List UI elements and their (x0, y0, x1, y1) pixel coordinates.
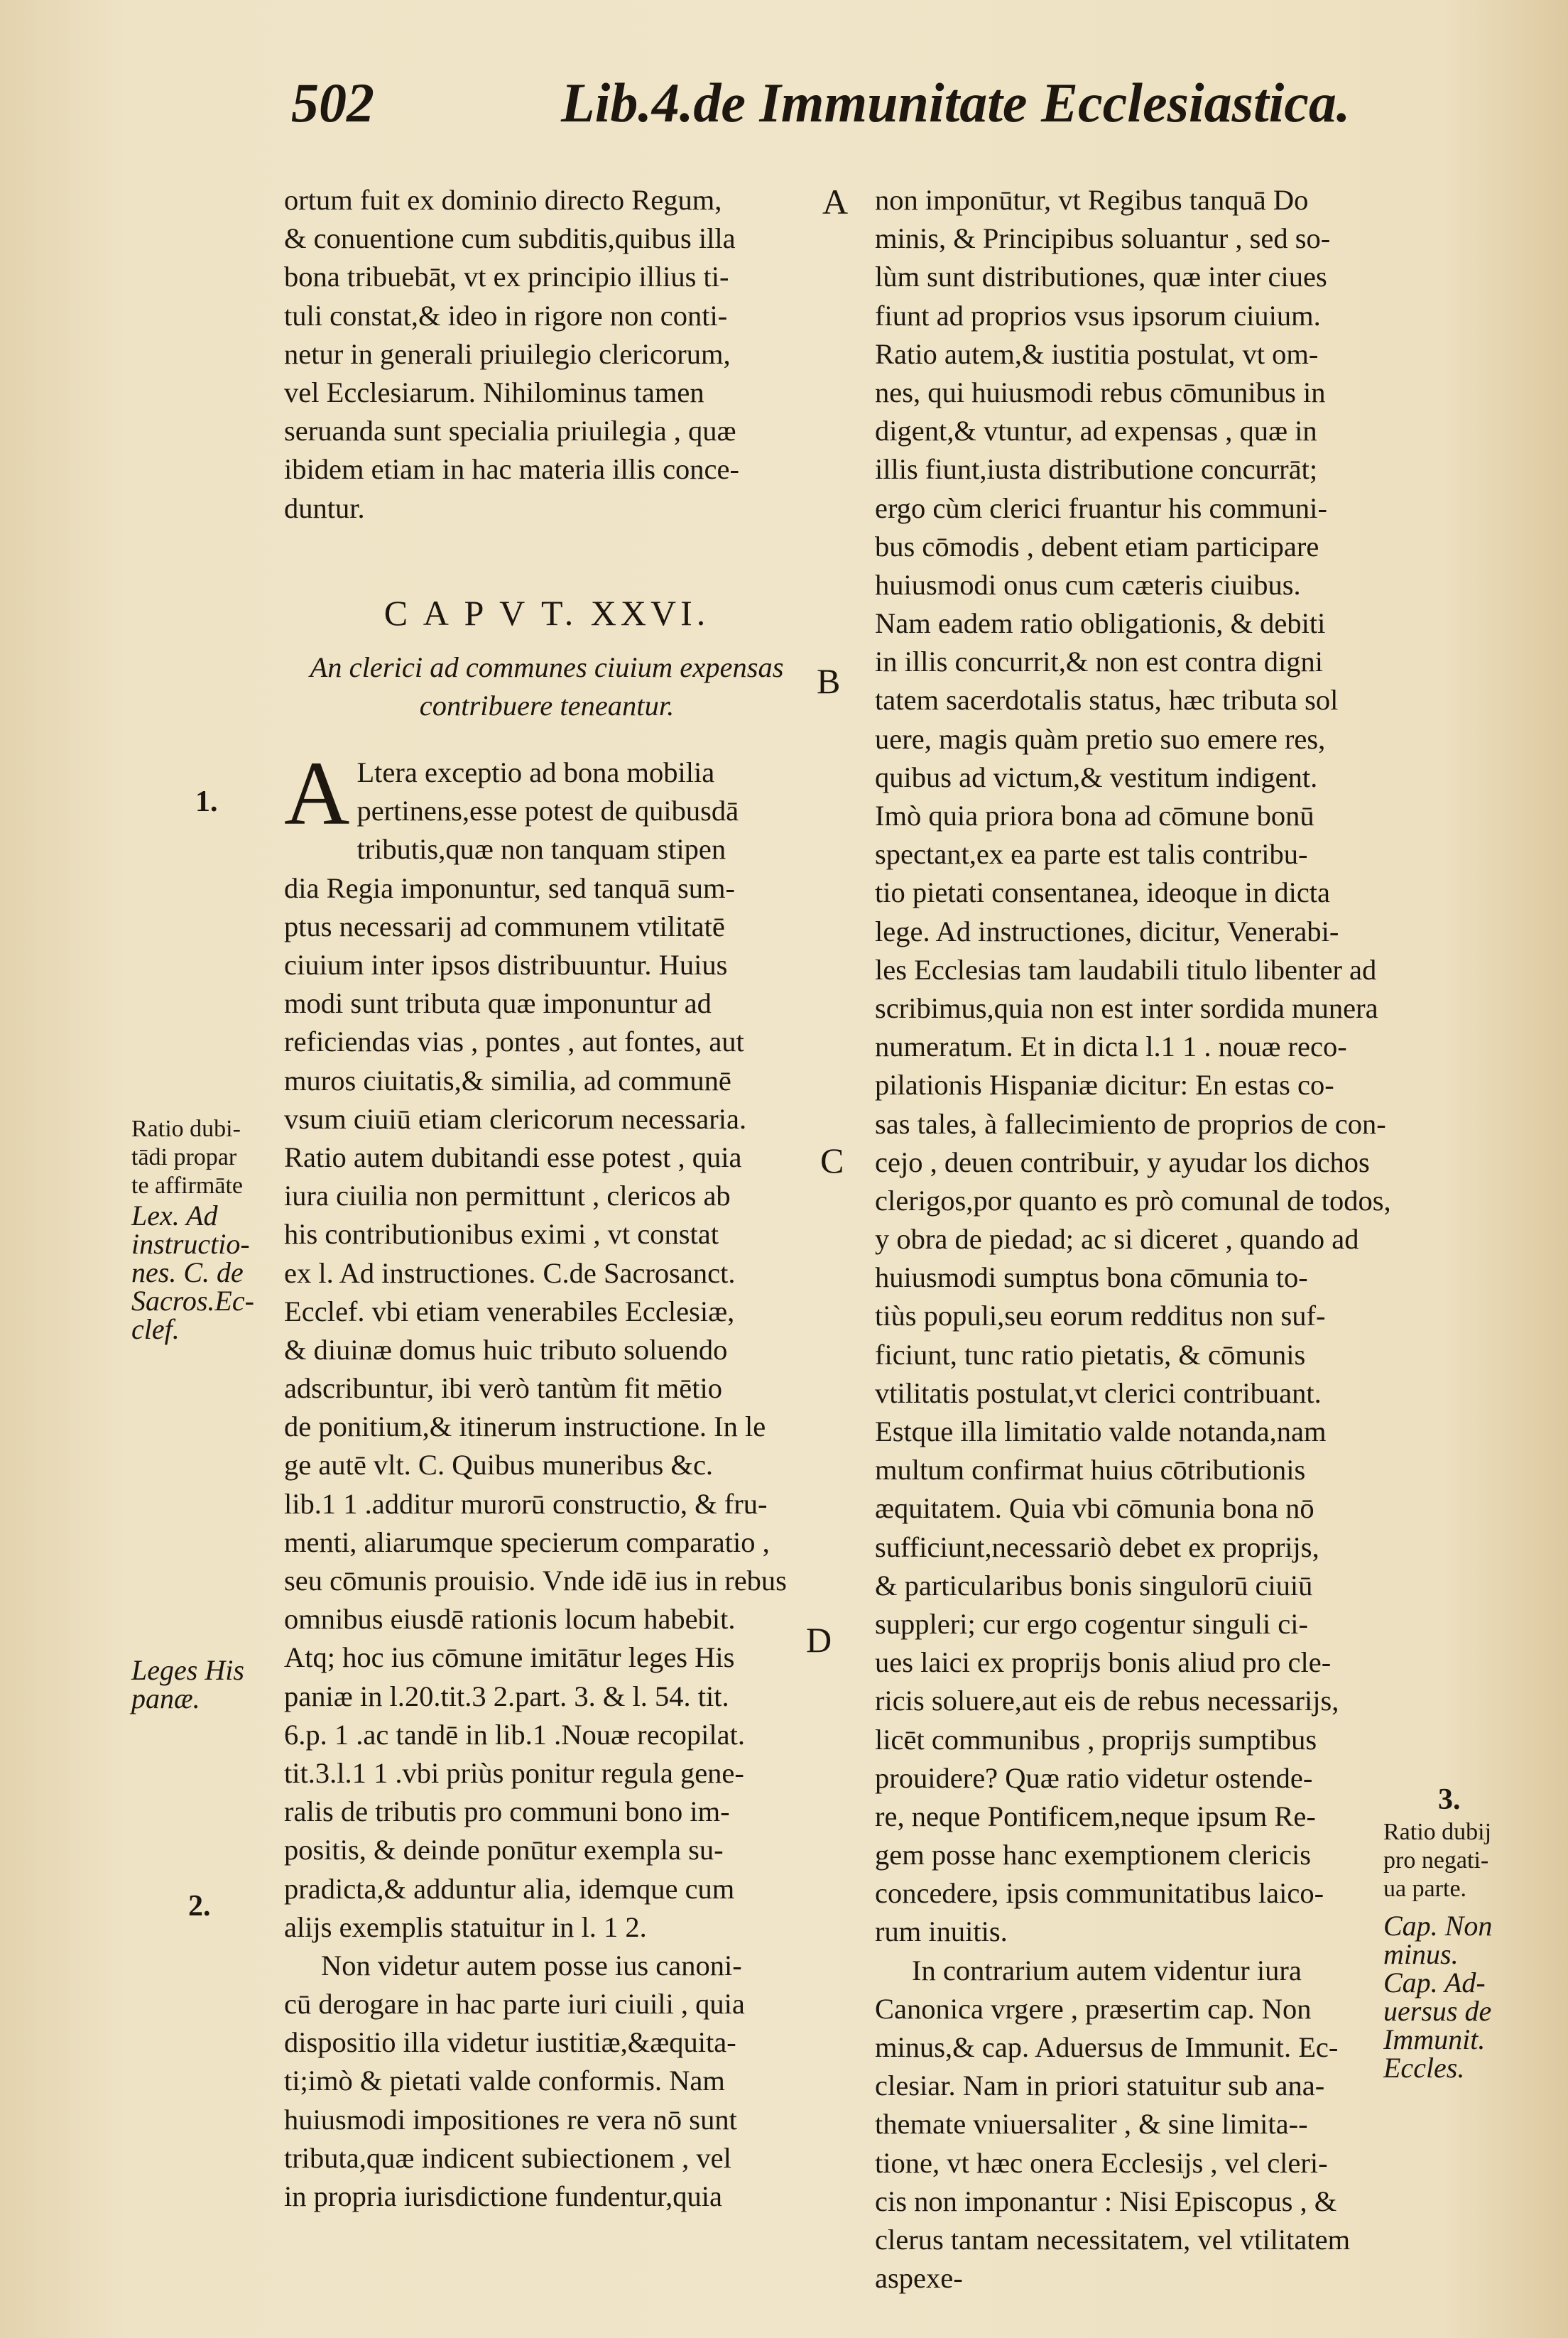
right-body-line: tiùs populi,seu eorum redditus non suf- (875, 1300, 1326, 1332)
right-body-line: non imponūtur, vt Regibus tanquā Do (875, 184, 1309, 216)
left-body-line: vsum ciuiū etiam clericorum necessaria. (284, 1102, 747, 1135)
right-body-line: themate vniuersaliter , & sine limita-- (875, 2108, 1308, 2141)
drop-lines-line: pertinens,esse potest de quibusdā (356, 795, 739, 827)
right-body-line: Ratio autem,& iustitia postulat, vt om- (875, 337, 1319, 370)
running-title: Lib.4.de Immunitate Ecclesiastica. (561, 72, 1351, 134)
left-body-line: huiusmodi impositiones re vera nō sunt (284, 2103, 737, 2136)
left-body-line: ge autē vlt. C. Quibus muneribus &c. (284, 1449, 714, 1481)
margin-note-lex (131, 1200, 254, 1345)
left-body-line: iura ciuilia non permittunt , clericos ab (284, 1180, 731, 1212)
left-top-line: ibidem etiam in hac materia illis conce- (284, 453, 739, 486)
right-body-line: fiunt ad proprios vsus ipsorum ciuium. (875, 299, 1321, 332)
mn-cap-line: minus. (1383, 1938, 1459, 1970)
margin-number-1: 1. (195, 785, 218, 818)
right-body-line: minus,& cap. Aduersus de Immunit. Ec- (875, 2031, 1339, 2063)
right-body-line: tione, vt hæc onera Ecclesijs , vel cleri- (875, 2146, 1328, 2179)
left-top-line: seruanda sunt specialia priuilegia , quæ (284, 415, 736, 447)
drop-lines-line: tributis,quæ non tanquam stipen (356, 833, 726, 866)
right-body-line: Canonica vrgere , præsertim cap. Non (875, 1992, 1312, 2025)
left-top-line: & conuentione cum subditis,quibus illa (284, 222, 736, 255)
right-body-line: scribimus,quia non est inter sordida munera (875, 991, 1378, 1024)
left-top-line: ortum fuit ex dominio directo Regum, (284, 184, 722, 216)
left-body-line: his contributionibus eximi , vt constat (284, 1218, 719, 1251)
left-body-line: Non videtur autem posse ius canoni- (321, 1949, 742, 1981)
right-body-line: ficiunt, tunc ratio pietatis, & cōmunis (875, 1338, 1306, 1371)
mn-ratio-right-line: Ratio dubij (1383, 1819, 1492, 1845)
mn-lex-line: Lex. Ad (131, 1200, 218, 1231)
left-body-line: ex l. Ad instructiones. C.de Sacrosanct. (284, 1256, 736, 1289)
chapter-question-line-2: contribuere teneantur. (419, 689, 675, 722)
right-body-line: aspexe- (875, 2262, 963, 2295)
right-body-line: spectant,ex ea parte est talis contribu- (875, 838, 1308, 871)
right-body-line: bus cōmodis , debent etiam participare (875, 530, 1319, 562)
left-body-line: 6.p. 1 .ac tandē in lib.1 .Nouæ recopilat. (284, 1718, 745, 1751)
right-body-line: illis fiunt,iusta distributione concurrāt; (875, 453, 1318, 486)
right-body-line: cis non imponantur : Nisi Episcopus , & (875, 2185, 1337, 2217)
margin-number-3: 3. (1438, 1783, 1461, 1816)
left-body-line: in propria iurisdictione fundentur,quia (284, 2180, 722, 2212)
right-body-line: Imò quia priora bona ad cōmune bonū (875, 800, 1314, 832)
right-body-line: quibus ad victum,& vestitum indigent. (875, 761, 1318, 793)
mn-cap-line: Immunit. (1383, 2023, 1486, 2055)
margin-note-ratio-left (131, 1115, 243, 1200)
right-body-line: nes, qui huiusmodi rebus cōmunibus in (875, 376, 1326, 408)
right-body-line: numeratum. Et in dicta l.1 1 . nouæ reco- (875, 1031, 1347, 1063)
left-body-line: adscribuntur, ibi verò tantùm fit mētio (284, 1372, 722, 1405)
left-top-line: tuli constat,& ideo in rigore non conti- (284, 299, 728, 332)
section-letter-c: C (820, 1141, 844, 1180)
left-body-line: dispositio illa videtur iustitiæ,&æquita- (284, 2026, 736, 2059)
chapter-question-line-1: An clerici ad communes ciuium expensas (310, 651, 784, 683)
left-body-line: omnibus eiusdē rationis locum habebit. (284, 1603, 736, 1636)
page-header (291, 71, 1351, 149)
margin-number-2: 2. (188, 1890, 211, 1923)
drop-initial-lines (284, 754, 810, 869)
section-letter-b: B (817, 661, 841, 701)
mn-cap-line: Cap. Ad- (1383, 1967, 1486, 1999)
right-body-line: licēt communibus , proprijs sumptibus (875, 1723, 1317, 1756)
mn-cap-line: Eccles. (1383, 2052, 1465, 2084)
left-body-line: de ponitium,& itinerum instructione. In le (284, 1410, 766, 1443)
right-body-line: ergo cùm clerici fruantur his communi- (875, 491, 1327, 524)
mn-cap-line: uersus de (1383, 1995, 1492, 2027)
mn-ratio-left-line: te affirmāte (131, 1173, 244, 1199)
left-top-line: netur in generali priuilegio clericorum, (284, 337, 731, 370)
right-body-line: prouidere? Quæ ratio videtur ostende- (875, 1761, 1313, 1794)
drop-initial: A (284, 754, 350, 844)
right-body-line: multum confirmat huius cōtributionis (875, 1454, 1306, 1486)
mn-lex-line: instructio- (131, 1228, 250, 1260)
right-body-line: sas tales, à fallecimiento de proprios de con- (875, 1107, 1386, 1140)
left-body-line: cū derogare in hac parte iuri ciuili , quia (284, 1988, 745, 2021)
right-body-line: Nam eadem ratio obligationis, & debiti (875, 607, 1326, 640)
right-body-line: les Ecclesias tam laudabili titulo libenter ad (875, 953, 1377, 986)
mn-leges-line: panæ. (131, 1682, 200, 1714)
right-column (875, 181, 1400, 2298)
right-body-line: vtilitatis postulat,vt clerici contribuant. (875, 1376, 1322, 1409)
left-body-line: tit.3.l.1 1 .vbi priùs ponitur regula gene- (284, 1756, 744, 1789)
left-body-line: ptus necessarij ad communem vtilitatē (284, 910, 725, 942)
left-body-line: menti, aliarumque specierum comparatio , (284, 1526, 770, 1558)
left-body-line: pradicta,& adduntur alia, idemque cum (284, 1872, 735, 1905)
right-body-line: pilationis Hispaniæ dicitur: En estas co- (875, 1069, 1334, 1102)
left-body-line: muros ciuitatis,& similia, ad communē (284, 1064, 731, 1097)
right-body-line: ricis soluere,aut eis de rebus necessarijs, (875, 1685, 1339, 1717)
margin-note-ratio-right (1383, 1818, 1491, 1903)
left-body-line: dia Regia imponuntur, sed tanquā sum- (284, 871, 736, 904)
right-body-line: clerigos,por quanto es prò comunal de todos, (875, 1184, 1391, 1217)
right-body-line: æquitatem. Quia vbi cōmunia bona nō (875, 1492, 1314, 1525)
left-body-line: alijs exemplis statuitur in l. 1 2. (284, 1910, 647, 1943)
left-body-line: modi sunt tributa quæ imponuntur ad (284, 987, 712, 1020)
right-body-text (875, 181, 1400, 2298)
right-body-line: gem posse hanc exemptionem clericis (875, 1839, 1312, 1871)
left-body-line: Atq; hoc ius cōmune imitātur leges His (284, 1641, 735, 1674)
mn-lex-line: clef. (131, 1313, 180, 1345)
right-body-line: sufficiunt,necessariò debet ex proprijs, (875, 1530, 1319, 1563)
mn-lex-line: nes. C. de (131, 1256, 244, 1288)
right-body-line: digent,& vtuntur, ad expensas , quæ in (875, 415, 1317, 447)
right-body-line: tatem sacerdotalis status, hæc tributa sol (875, 684, 1339, 717)
right-body-line: re, neque Pontificem,neque ipsum Re- (875, 1800, 1316, 1832)
left-body-line: & diuinæ domus huic tributo soluendo (284, 1333, 728, 1366)
right-body-line: cejo , deuen contribuir, y ayudar los dichos (875, 1146, 1370, 1178)
mn-lex-line: Sacros.Ec- (131, 1285, 254, 1317)
left-body-line: Ecclef. vbi etiam venerabiles Ecclesiæ, (284, 1295, 735, 1327)
right-body-line: lùm sunt distributiones, quæ inter ciues (875, 261, 1327, 293)
margin-note-cap (1383, 1910, 1493, 2084)
mn-ratio-left-line: Ratio dubi- (131, 1116, 241, 1142)
right-body-line: uere, magis quàm pretio suo emere res, (875, 722, 1326, 755)
left-body-line: ciuium inter ipsos distribuuntur. Huius (284, 949, 728, 981)
right-body-line: tio pietati consentanea, ideoque in dicta (875, 876, 1331, 909)
right-body-line: clerus tantam necessitatem, vel vtilitatem (875, 2223, 1351, 2256)
right-body-line: minis, & Principibus soluantur , sed so- (875, 222, 1331, 255)
left-body-line: positis, & deinde ponūtur exempla su- (284, 1834, 724, 1866)
right-body-line: lege. Ad instructiones, dicitur, Venerabi- (875, 915, 1339, 947)
left-body-line: paniæ in l.20.tit.3 2.part. 3. & l. 54. tit. (284, 1680, 729, 1712)
chapter-opening (284, 754, 810, 869)
right-body-line: huiusmodi sumptus bona cōmunia to- (875, 1261, 1308, 1294)
left-body-line: ti;imò & pietati valde conformis. Nam (284, 2065, 725, 2097)
left-body-line: Ratio autem dubitandi esse potest , quia (284, 1141, 742, 1173)
left-body-line: seu cōmunis prouisio. Vnde idē ius in rebus (284, 1565, 787, 1597)
left-column (284, 181, 810, 2216)
right-body-line: suppleri; cur ergo cogentur singuli ci- (875, 1607, 1308, 1640)
right-body-line: huiusmodi onus cum cæteris ciuibus. (875, 568, 1301, 601)
margin-note-leges (131, 1655, 244, 1712)
right-body-line: Estque illa limitatio valde notanda,nam (875, 1415, 1327, 1447)
left-top-line: vel Ecclesiarum. Nihilominus tamen (284, 376, 704, 408)
mn-ratio-right-line: pro negati- (1383, 1847, 1489, 1874)
section-letter-a: A (822, 182, 849, 222)
mn-ratio-right-line: ua parte. (1383, 1876, 1467, 1902)
left-body-line: reficiendas vias , pontes , aut fontes, aut (284, 1026, 744, 1058)
chapter-heading: C A P V T. XXVI. (383, 592, 710, 633)
left-top-text (284, 181, 810, 528)
right-body-line: in illis concurrit,& non est contra digni (875, 646, 1324, 678)
mn-ratio-left-line: tādi propar (131, 1144, 237, 1170)
right-body-line: & particularibus bonis singulorū ciuiū (875, 1569, 1313, 1602)
left-body-line: ralis de tributis pro communi bono im- (284, 1795, 730, 1828)
right-body-line: ues laici ex proprijs bonis aliud pro cle- (875, 1646, 1332, 1679)
left-body-line: tributa,quæ indicent subiectionem , vel (284, 2141, 731, 2174)
left-body-line: lib.1 1 .additur murorū constructio, & fru- (284, 1487, 768, 1520)
left-top-line: duntur. (284, 491, 365, 524)
right-body-line: rum inuitis. (875, 1915, 1008, 1948)
mn-cap-line: Cap. Non (1383, 1910, 1493, 1942)
page-number: 502 (291, 72, 374, 134)
mn-leges-line: Leges His (131, 1654, 244, 1686)
right-body-line: concedere, ipsis communitatibus laico- (875, 1877, 1324, 1910)
right-body-line: In contrarium autem videntur iura (912, 1954, 1302, 1986)
left-top-line: bona tribuebāt, vt ex principio illius ti- (284, 261, 729, 293)
left-body-text (284, 869, 810, 2217)
section-letter-d: D (806, 1620, 832, 1660)
right-body-line: y obra de piedad; ac si diceret , quando ad (875, 1223, 1359, 1256)
drop-lines-line: Ltera exceptio ad bona mobilia (356, 756, 715, 789)
right-body-line: clesiar. Nam in priori statuitur sub ana- (875, 2070, 1325, 2102)
